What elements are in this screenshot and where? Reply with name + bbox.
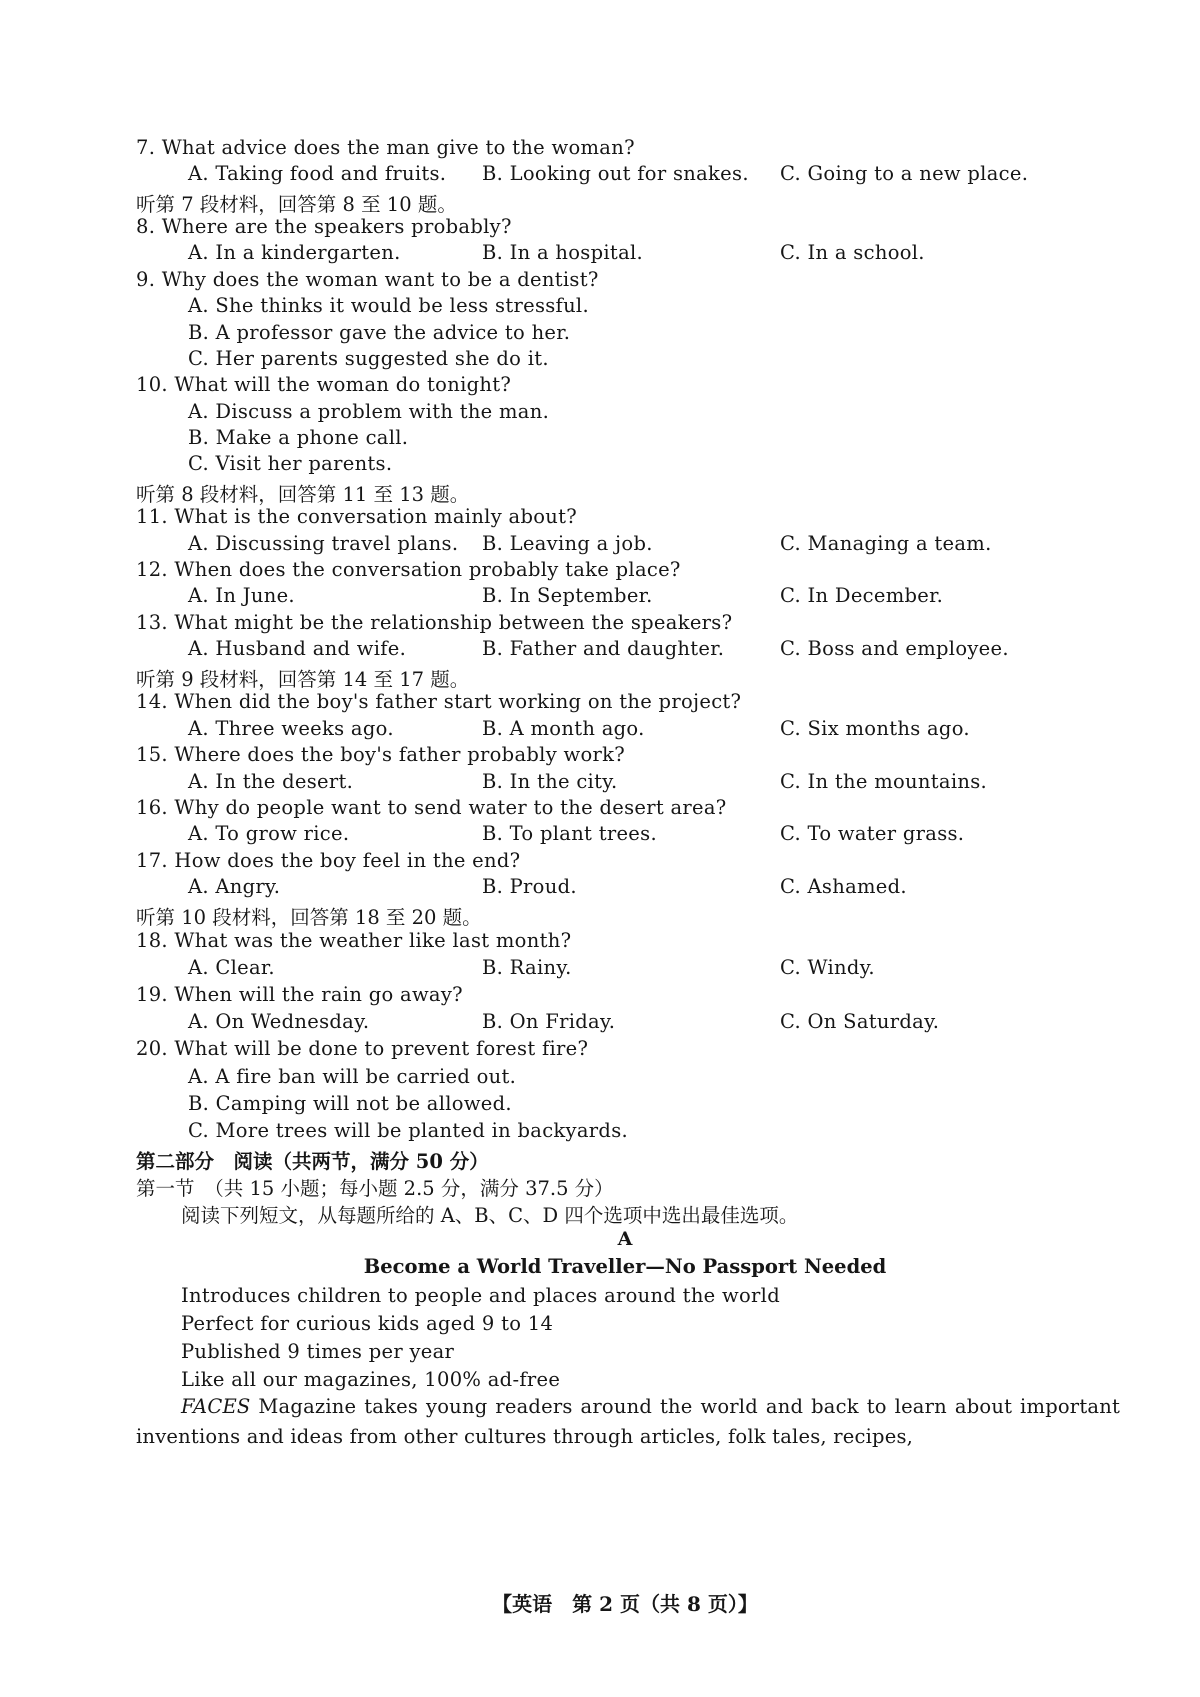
- option-13c: C. Boss and employee.: [780, 637, 1009, 660]
- question-7: 7. What advice does the man give to the woman?: [136, 136, 635, 159]
- option-9a: A. She thinks it would be less stressful.: [188, 294, 589, 317]
- option-11c: C. Managing a team.: [780, 532, 992, 555]
- part2-instruction: 阅读下列短文，从每题所给的 A、B、C、D 四个选项中选出最佳选项。: [181, 1204, 799, 1227]
- option-9c: C. Her parents suggested she do it.: [188, 347, 549, 370]
- option-7a: A. Taking food and fruits.: [188, 162, 447, 185]
- question-14: 14. When did the boy's father start working on the project?: [136, 690, 742, 713]
- passage-label: A: [617, 1228, 633, 1250]
- option-16c: C. To water grass.: [780, 822, 965, 845]
- option-15a: A. In the desert.: [188, 770, 354, 793]
- question-12: 12. When does the conversation probably take place?: [136, 558, 681, 581]
- option-13b: B. Father and daughter.: [482, 637, 725, 660]
- magazine-name: FACES: [181, 1395, 251, 1418]
- option-17a: A. Angry.: [188, 875, 281, 898]
- option-10c: C. Visit her parents.: [188, 452, 393, 475]
- question-10: 10. What will the woman do tonight?: [136, 373, 512, 396]
- option-13a: A. Husband and wife.: [188, 637, 407, 660]
- option-19a: A. On Wednesday.: [188, 1010, 370, 1033]
- feature-1: Introduces children to people and places around the world: [181, 1284, 780, 1307]
- option-16a: A. To grow rice.: [188, 822, 350, 845]
- question-15: 15. Where does the boy's father probably work?: [136, 743, 626, 766]
- option-12b: B. In September.: [482, 584, 653, 607]
- question-11: 11. What is the conversation mainly about?: [136, 505, 578, 528]
- option-20b: B. Camping will not be allowed.: [188, 1092, 512, 1115]
- feature-4: Like all our magazines, 100% ad-free: [181, 1368, 561, 1391]
- question-13: 13. What might be the relationship between the speakers?: [136, 611, 733, 634]
- question-9: 9. Why does the woman want to be a dentist?: [136, 268, 599, 291]
- option-8c: C. In a school.: [780, 241, 925, 264]
- question-17: 17. How does the boy feel in the end?: [136, 849, 521, 872]
- option-17c: C. Ashamed.: [780, 875, 907, 898]
- option-19b: B. On Friday.: [482, 1010, 616, 1033]
- question-19: 19. When will the rain go away?: [136, 983, 463, 1006]
- option-8b: B. In a hospital.: [482, 241, 644, 264]
- section-header-9: 听第 9 段材料，回答第 14 至 17 题。: [136, 668, 470, 691]
- section-header-7: 听第 7 段材料，回答第 8 至 10 题。: [136, 193, 457, 216]
- option-15c: C. In the mountains.: [780, 770, 988, 793]
- option-16b: B. To plant trees.: [482, 822, 657, 845]
- option-11b: B. Leaving a job.: [482, 532, 653, 555]
- option-14c: C. Six months ago.: [780, 717, 970, 740]
- page-footer: 【英语 第 2 页（共 8 页）】: [492, 1592, 758, 1616]
- passage-body-text: Magazine takes young readers around the world and back to learn about important inventions and ideas from other cultures through articles, folk tales, recipes,: [136, 1395, 1120, 1448]
- option-7c: C. Going to a new place.: [780, 162, 1029, 185]
- section-header-10: 听第 10 段材料，回答第 18 至 20 题。: [136, 906, 482, 929]
- part2-title: 第二部分 阅读（共两节，满分 50 分）: [136, 1150, 489, 1173]
- option-8a: A. In a kindergarten.: [188, 241, 401, 264]
- question-16: 16. Why do people want to send water to the desert area?: [136, 796, 727, 819]
- question-8: 8. Where are the speakers probably?: [136, 215, 512, 238]
- option-18a: A. Clear.: [188, 956, 275, 979]
- option-19c: C. On Saturday.: [780, 1010, 940, 1033]
- option-14b: B. A month ago.: [482, 717, 645, 740]
- option-12a: A. In June.: [188, 584, 295, 607]
- option-11a: A. Discussing travel plans.: [188, 532, 459, 555]
- option-15b: B. In the city.: [482, 770, 618, 793]
- option-20a: A. A fire ban will be carried out.: [188, 1065, 517, 1088]
- option-18b: B. Rainy.: [482, 956, 572, 979]
- option-18c: C. Windy.: [780, 956, 875, 979]
- option-7b: B. Looking out for snakes.: [482, 162, 749, 185]
- question-18: 18. What was the weather like last month?: [136, 929, 572, 952]
- section-header-8: 听第 8 段材料，回答第 11 至 13 题。: [136, 483, 470, 506]
- option-10a: A. Discuss a problem with the man.: [188, 400, 550, 423]
- passage-body: [136, 1392, 1120, 1452]
- feature-3: Published 9 times per year: [181, 1340, 455, 1363]
- part2-section1: 第一节 （共 15 小题；每小题 2.5 分，满分 37.5 分）: [136, 1177, 614, 1200]
- option-10b: B. Make a phone call.: [188, 426, 409, 449]
- option-17b: B. Proud.: [482, 875, 577, 898]
- feature-2: Perfect for curious kids aged 9 to 14: [181, 1312, 554, 1335]
- option-12c: C. In December.: [780, 584, 944, 607]
- option-20c: C. More trees will be planted in backyards.: [188, 1119, 629, 1142]
- passage-title: Become a World Traveller—No Passport Needed: [363, 1255, 887, 1278]
- question-20: 20. What will be done to prevent forest fire?: [136, 1037, 589, 1060]
- option-9b: B. A professor gave the advice to her.: [188, 321, 571, 344]
- option-14a: A. Three weeks ago.: [188, 717, 394, 740]
